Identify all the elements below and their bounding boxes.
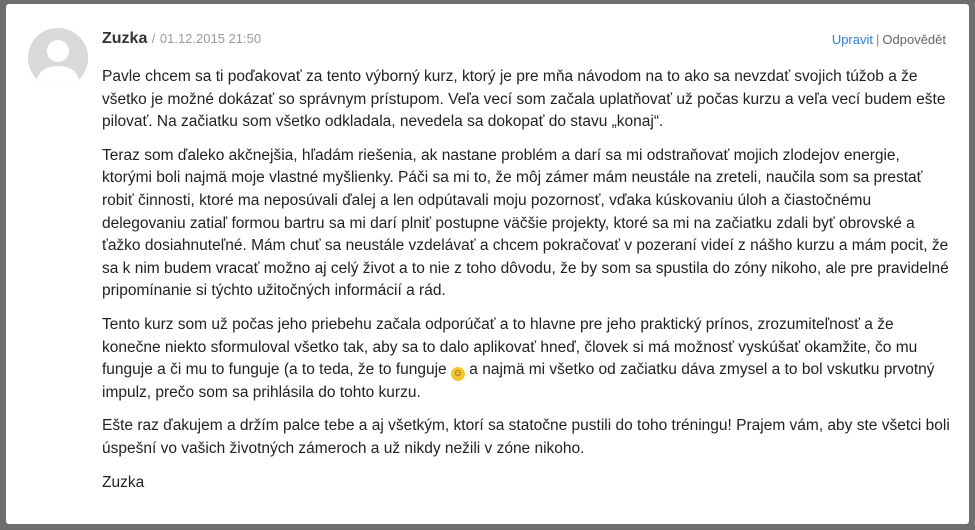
- comment-body: [102, 66, 952, 505]
- comment-actions: [832, 32, 946, 47]
- paragraph-text-part: Tento kurz som už počas jeho priebehu začala odporúčať a to hlavne pre jeho praktický prínos, zrozumiteľnosť a že konečne niekto sformuloval všetko tak, aby sa to dalo aplikovať hneď, človek si má možnosť vyskúšať okamžite, čo mu funguje a či mu to funguje (a to teda, že to funguje: [102, 315, 918, 379]
- comment-paragraph: Pavle chcem sa ti poďakovať za tento výborný kurz, ktorý je pre mňa návodom na to ako sa nevzdať svojich túžob a že všetko je možné dokázať so správnym prístupom. Veľa vecí som začala uplatňovať už počas kurzu a veľa vecí budem ešte pilovať. Na začiatku som všetko odkladala, nevedela sa dokopať do stavu „konaj“.: [102, 68, 946, 131]
- paragraph-text-part: a najmä mi všetko od začiatku dáva zmysel a to bol vskutku prvotný impulz, prečo som sa prihlásila do tohto kurzu.: [102, 361, 935, 401]
- comment-signature: Zuzka: [102, 473, 145, 491]
- meta-separator: /: [151, 31, 156, 46]
- comment-paragraph: Teraz som ďaleko akčnejšia, hľadám riešenia, ak nastane problém a darí sa mi odstraňovať mojich zlodejov energie, ktorými boli najmä moje vlastné myšlienky. Páči sa mi to, že môj zámer mám neustále na zreteli, naučila som sa prestať robiť činnosti, ktoré ma neposúvali ďalej a len odpútavali moju pozornosť, vďaka kúskovaniu úloh a čiastočnému delegovaniu zatiaľ formou bartru sa mi darí plniť postupne väčšie projekty, ktoré sa mi na začiatku zdali byť obrovské a ťažko dosiahnuteľné. Mám chuť sa neustále vzdelávať a chcem pokračovať v pozeraní videí z nášho kurzu a mám pocit, že sa k nim budem vracať možno aj celý život a to nie z toho dôvodu, že by som sa spustila do zóny nikoho, ale pre pravidelné pripomínanie si týchto užitočných informácií a rád.: [102, 146, 949, 300]
- comment-author: Zuzka: [102, 30, 148, 47]
- comment-date: 01.12.2015 21:50: [159, 31, 262, 46]
- reply-link[interactable]: Odpovědět: [882, 32, 946, 47]
- smiley-icon: ☺: [452, 368, 464, 380]
- comment-card: [6, 4, 969, 524]
- actions-divider: |: [876, 32, 880, 47]
- comment-meta: [102, 30, 261, 48]
- comment-paragraph: Ešte raz ďakujem a držím palce tebe a aj všetkým, ktorí sa statočne pustili do toho tréningu! Prajem vám, aby ste všetci boli úspešní vo vašich životných zámeroch a už nikdy nežili v zóne nikoho.: [102, 417, 950, 457]
- edit-link[interactable]: Upravit: [831, 32, 873, 47]
- comment-paragraph: [102, 314, 952, 404]
- avatar-icon: [28, 28, 88, 88]
